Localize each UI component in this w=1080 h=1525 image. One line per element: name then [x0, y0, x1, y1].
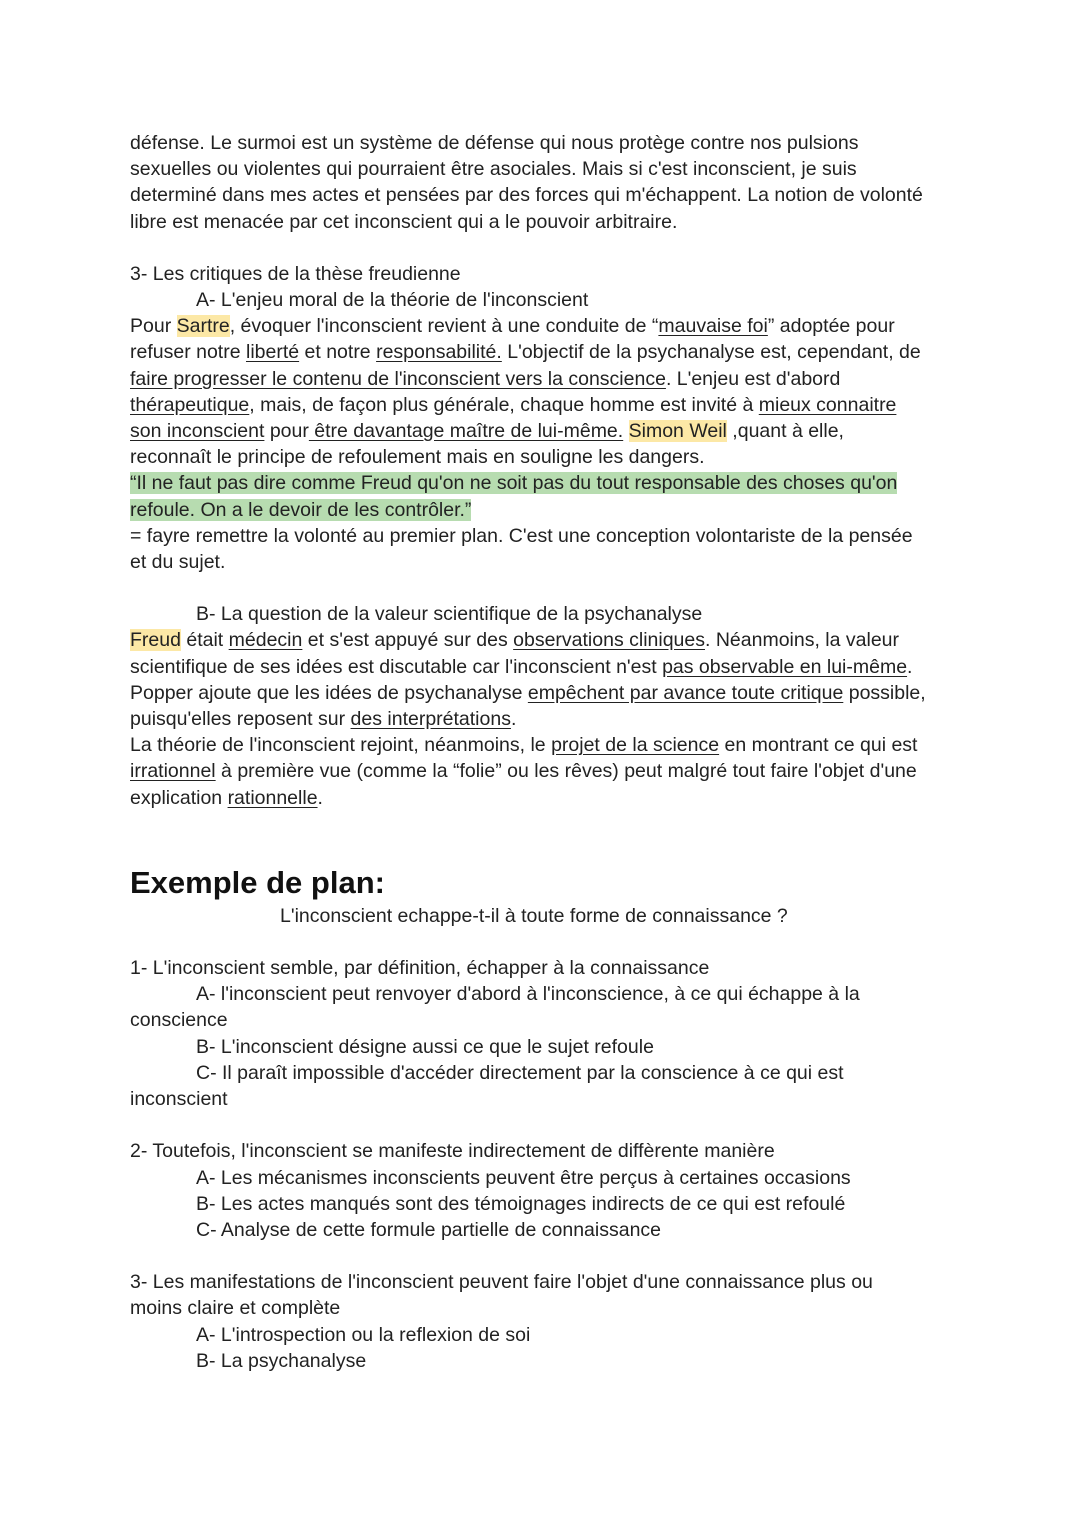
text-fragment: La théorie de l'inconscient rejoint, néanmoins, le: [130, 734, 552, 757]
plan-heading: Exemple de plan:: [130, 864, 385, 900]
text-line: et du sujet.: [130, 551, 226, 574]
plan-subitem: C- Il paraît impossible d'accéder directement par la conscience à ce qui est: [196, 1061, 844, 1084]
text-fragment: [623, 420, 628, 442]
text-fragment: explication: [130, 786, 228, 809]
text-line: [130, 392, 960, 418]
text-line: [130, 732, 960, 758]
text-fragment: .: [510, 708, 517, 731]
subsection-a-title: A- L'enjeu moral de la théorie de l'inconscient: [196, 289, 589, 312]
plan-subitem-wrap: conscience: [130, 1009, 228, 1032]
text-fragment: puisqu'elles reposent sur: [130, 708, 351, 731]
plan-subitem: A- l'inconscient peut renvoyer d'abord à l'inconscience, à ce qui échappe à la: [196, 983, 860, 1006]
underline-rationnelle: rationnelle: [227, 786, 318, 809]
text-fragment: . L'enjeu est d'abord: [665, 367, 841, 390]
subsection-b-body: [130, 627, 960, 810]
highlight-sartre: Sartre: [176, 315, 230, 338]
text-line: sexuelles ou violentes qui pourraient être asociales. Mais si c'est inconscient, je suis: [130, 158, 857, 181]
plan-part-1: [130, 955, 960, 1112]
text-fragment: à première vue (comme la “folie” ou les rêves) peut malgré tout faire l'objet d'une: [215, 760, 917, 783]
plan-subitem: A- Les mécanismes inconscients peuvent être perçus à certaines occasions: [196, 1166, 851, 1189]
text-fragment: refuser notre: [130, 341, 246, 364]
text-line: [130, 366, 960, 392]
subsection-a-body: [130, 313, 960, 575]
underline-empechent: empêchent par avance toute critique: [527, 681, 844, 704]
text-line: [130, 706, 960, 732]
text-fragment: .: [317, 786, 323, 809]
text-fragment: , mais, de façon plus générale, chaque homme est invité à: [249, 393, 759, 416]
underline-interpretations: des interprétations: [350, 708, 511, 731]
text-fragment: . Néanmoins, la valeur: [705, 629, 900, 652]
text-line: [130, 758, 960, 784]
section-3-title: 3- Les critiques de la thèse freudienne: [130, 262, 461, 285]
underline-liberte: liberté: [245, 341, 300, 364]
plan-item: 2- Toutefois, l'inconscient se manifeste indirectement de diffèrente manière: [130, 1140, 775, 1163]
text-fragment: était: [180, 629, 229, 652]
plan-item: 1- L'inconscient semble, par définition, échapper à la connaissance: [130, 957, 710, 980]
text-line: reconnaît le principe de refoulement mais en souligne les dangers.: [130, 446, 705, 469]
underline-medecin: médecin: [228, 629, 303, 652]
text-fragment: .: [907, 655, 913, 678]
text-fragment: pour: [264, 420, 309, 443]
underline-responsabilite: responsabilité.: [376, 341, 502, 364]
plan-part-2: [130, 1138, 960, 1243]
subsection-b-title: B- La question de la valeur scientifique de la psychanalyse: [196, 603, 703, 626]
text-line: [130, 654, 960, 680]
text-fragment: Popper ajoute que les idées de psychanalyse: [130, 681, 528, 704]
text-fragment: et s'est appuyé sur des: [302, 629, 514, 652]
text-fragment: L'objectif de la psychanalyse est, cependant, de: [501, 341, 921, 364]
underline-mauvaise-foi: mauvaise foi: [658, 315, 768, 338]
text-fragment: scientifique de ses idées est discutable car l'inconscient n'est: [130, 655, 663, 678]
plan-part-3: [130, 1269, 960, 1374]
quote-line: [130, 497, 960, 523]
text-fragment: , évoquer l'inconscient revient à une conduite de “: [229, 315, 659, 338]
underline-mieux-connaitre: mieux connaitre: [758, 393, 897, 416]
highlight-freud: Freud: [130, 629, 181, 652]
underline-irrationnel: irrationnel: [130, 760, 216, 783]
text-line: determiné dans mes actes et pensées par des forces qui m'échappent. La notion de volonté: [130, 184, 923, 207]
plan-question: L'inconscient echappe-t-il à toute forme de connaissance ?: [280, 904, 788, 927]
text-line: = fayre remettre la volonté au premier plan. C'est une conception volontariste de la pensée: [130, 524, 913, 547]
text-line: [130, 418, 960, 444]
plan-subitem: B- L'inconscient désigne aussi ce que le sujet refoule: [196, 1035, 654, 1058]
text-line: [130, 680, 960, 706]
plan-subitem: C- Analyse de cette formule partielle de connaissance: [196, 1218, 662, 1241]
highlight-quote: refoule. On a le devoir de les contrôler.”: [130, 498, 472, 521]
plan-subitem: A- L'introspection ou la reflexion de soi: [196, 1323, 531, 1346]
document-page: [130, 130, 960, 1374]
intro-paragraph: [130, 130, 960, 235]
text-line: libre est menacée par cet inconscient qui a le pouvoir arbitraire.: [130, 210, 678, 233]
text-line: [130, 339, 960, 365]
plan-subitem-wrap: inconscient: [130, 1088, 228, 1111]
plan-item-wrap: moins claire et complète: [130, 1297, 341, 1320]
quote-line: [130, 470, 960, 496]
underline-therapeutique: thérapeutique: [130, 393, 250, 416]
text-line: défense. Le surmoi est un système de défense qui nous protège contre nos pulsions: [130, 132, 859, 154]
text-line: [130, 313, 960, 339]
highlight-simon-weil: Simon Weil: [628, 420, 727, 443]
text-line: [130, 785, 960, 811]
underline-projet: projet de la science: [551, 734, 720, 757]
underline-observations: observations cliniques: [513, 629, 705, 652]
plan-item: 3- Les manifestations de l'inconscient peuvent faire l'objet d'une connaissance plus ou: [130, 1271, 873, 1294]
underline-faire-progresser: faire progresser le contenu de l'inconscient vers la conscience: [130, 367, 666, 390]
text-fragment: possible,: [843, 681, 926, 704]
underline-etre-maitre: être davantage maître de lui-même.: [308, 420, 624, 443]
underline-son-inconscient: son inconscient: [130, 420, 265, 443]
text-fragment: Pour: [130, 315, 177, 338]
plan-subitem: B- Les actes manqués sont des témoignages indirects de ce qui est refoulé: [196, 1192, 846, 1215]
plan-subitem: B- La psychanalyse: [196, 1349, 367, 1372]
text-fragment: et notre: [299, 341, 377, 364]
text-fragment: ” adoptée pour: [767, 315, 895, 338]
text-line: [130, 627, 960, 653]
underline-pas-observable: pas observable en lui-même: [662, 655, 908, 678]
text-fragment: ,quant à elle,: [726, 420, 844, 443]
text-fragment: en montrant ce qui est: [719, 734, 918, 757]
highlight-quote: “Il ne faut pas dire comme Freud qu'on ne soit pas du tout responsable des choses qu'on: [130, 472, 898, 495]
